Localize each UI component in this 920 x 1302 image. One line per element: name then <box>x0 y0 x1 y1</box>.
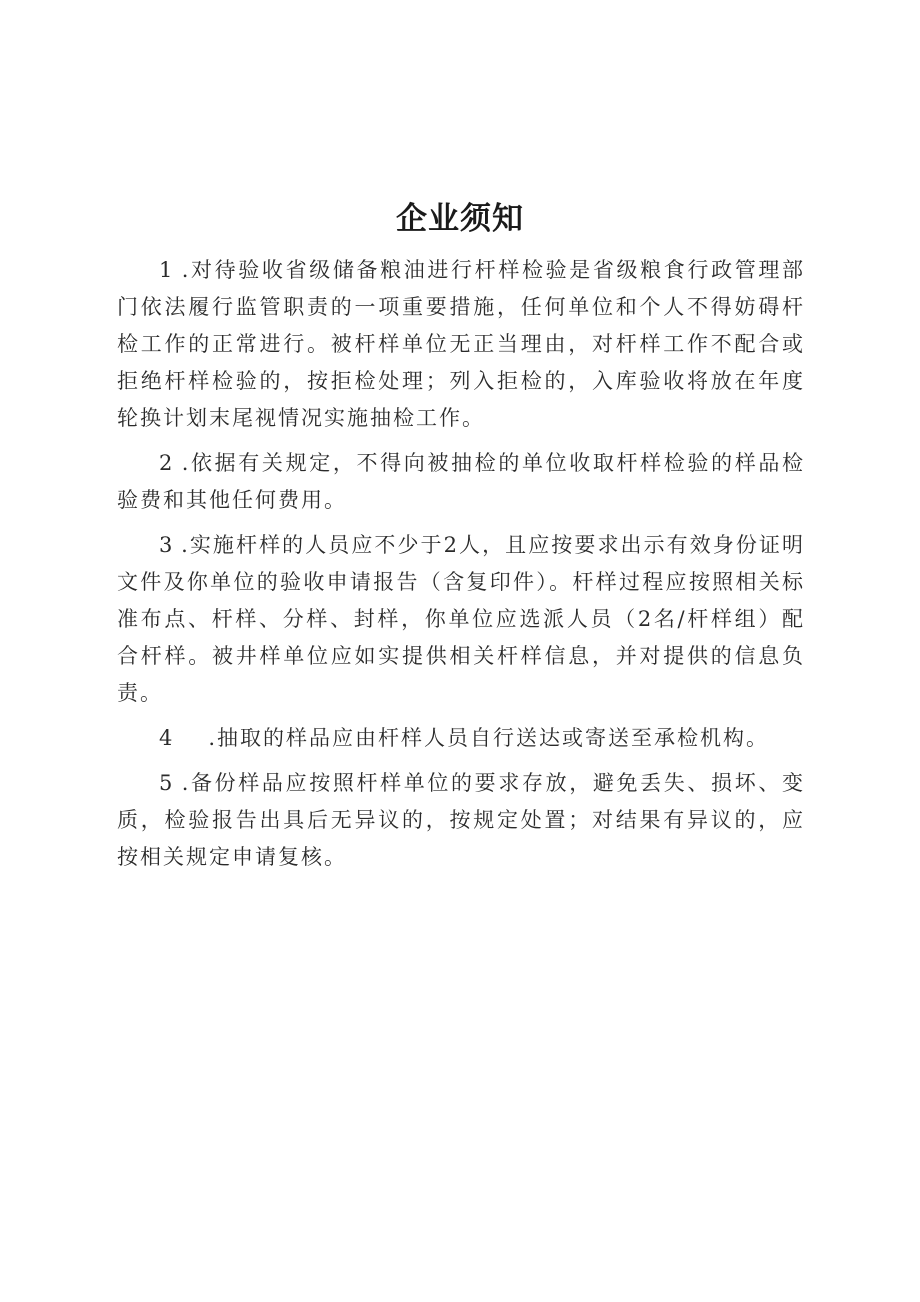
notice-item-3 <box>117 527 805 712</box>
notice-item-1 <box>117 252 805 437</box>
item-number: 1 <box>159 258 173 282</box>
item-number: 3 <box>159 533 173 557</box>
notice-body <box>117 252 805 884</box>
item-text: .依据有关规定，不得向被抽检的单位收取杆样检验的样品检验费和其他任何费用。 <box>117 451 805 512</box>
notice-item-2 <box>117 445 805 519</box>
notice-item-5 <box>117 765 805 876</box>
item-text: .对待验收省级储备粮油进行杆样检验是省级粮食行政管理部门依法履行监管职责的一项重要措施，任何单位和个人不得妨碍杆检工作的正常进行。被杆样单位无正当理由，对杆样工作不配合或拒绝杆样检验的，按拒检处理；列入拒检的，入库验收将放在年度轮换计划末尾视情况实施抽检工作。 <box>117 258 805 430</box>
document-title: 企业须知 <box>396 201 524 237</box>
item-number: 5 <box>159 771 173 795</box>
item-number: 2 <box>159 451 173 475</box>
notice-item-4 <box>117 720 805 757</box>
item-text: .实施杆样的人员应不少于2人，且应按要求出示有效身份证明文件及你单位的验收申请报告（含复印件）。杆样过程应按照相关标准布点、杆样、分样、封样，你单位应选派人员（2名/杆样组）配合杆样。被井样单位应如实提供相关杆样信息，并对提供的信息负责。 <box>117 533 805 705</box>
item-text: .备份样品应按照杆样单位的要求存放，避免丢失、损坏、变质，检验报告出具后无异议的，按规定处置；对结果有异议的，应按相关规定申请复核。 <box>117 771 805 869</box>
item-number: 4 <box>159 726 173 750</box>
item-text: .抽取的样品应由杆样人员自行送达或寄送至承检机构。 <box>208 726 770 750</box>
